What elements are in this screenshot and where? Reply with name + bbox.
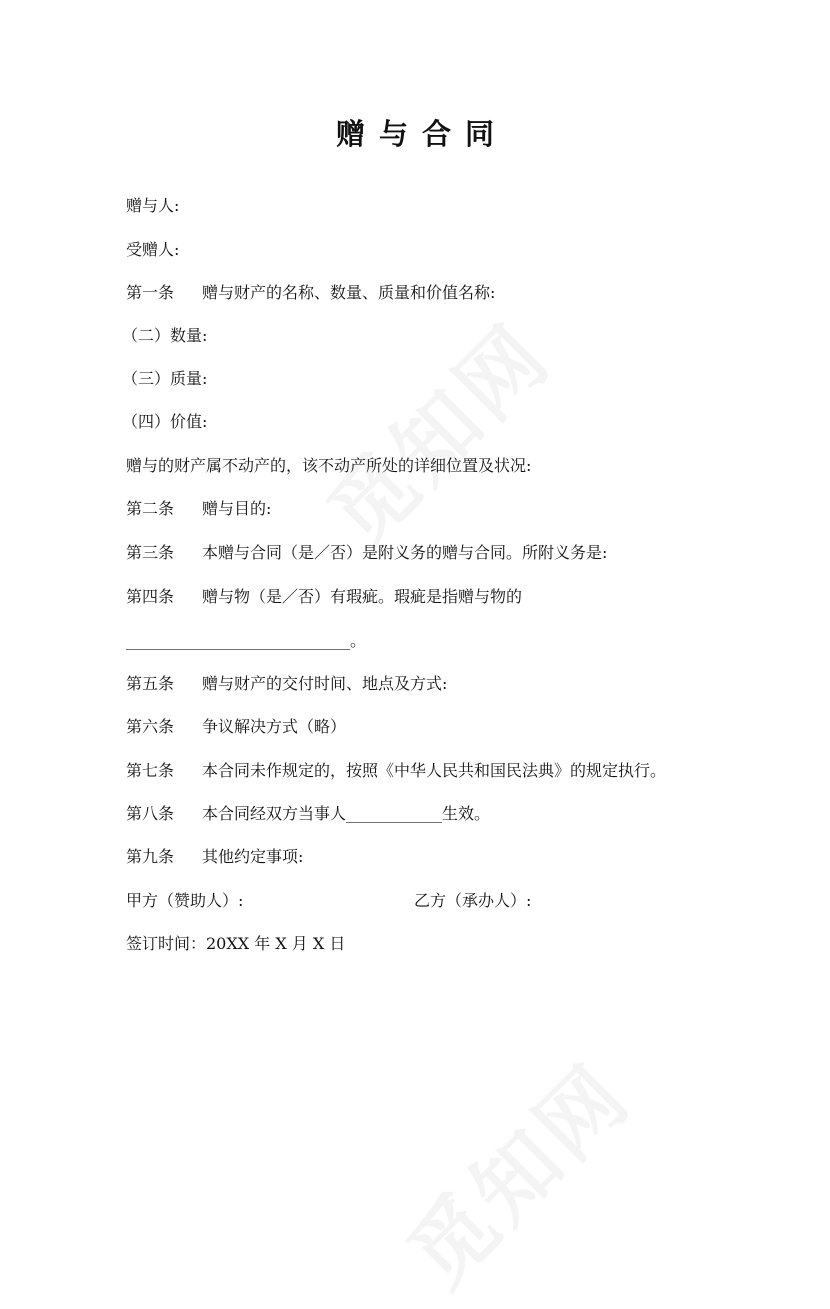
- signing-date: 签订时间：20XX 年 X 月 X 日: [126, 934, 346, 953]
- article-label: 第六条: [126, 717, 175, 736]
- article-text: 本合同未作规定的，按照《中华人民共和国民法典》的规定执行。: [202, 761, 667, 780]
- blank-fill-line: ____________________________。: [126, 631, 367, 650]
- article-text: 赠与财产的名称、数量、质量和价值名称:: [202, 283, 496, 302]
- document-title: 赠与合同: [335, 117, 508, 151]
- party-a-label: 甲方（赞助人）:: [126, 891, 244, 910]
- article-8: [126, 804, 490, 824]
- article-text: 本赠与合同（是／否）是附义务的赠与合同。所附义务是:: [202, 543, 608, 562]
- article-label: 第二条: [126, 499, 175, 518]
- article-9: [126, 847, 303, 867]
- article-label: 第一条: [126, 283, 175, 302]
- real-estate-line: 赠与的财产属不动产的，该不动产所处的详细位置及状况:: [126, 456, 532, 475]
- article-text: 其他约定事项:: [202, 847, 304, 866]
- article-5: [126, 674, 447, 694]
- donor-line: 赠与人:: [126, 196, 180, 215]
- article-1: [126, 283, 495, 303]
- signature-parties: [126, 891, 686, 911]
- article-label: 第四条: [126, 587, 175, 606]
- recipient-line: 受赠人:: [126, 240, 180, 259]
- article-4: [126, 587, 522, 607]
- article-text: 赠与物（是／否）有瑕疵。瑕疵是指赠与物的: [202, 587, 523, 606]
- item-quality: （三）质量:: [122, 369, 208, 388]
- watermark: [377, 1032, 653, 1308]
- article-label: 第九条: [126, 847, 175, 866]
- article-2: [126, 499, 271, 519]
- article-label: 第五条: [126, 674, 175, 693]
- article-label: 第七条: [126, 761, 175, 780]
- item-value: （四）价值:: [122, 412, 208, 431]
- article-label: 第三条: [126, 543, 175, 562]
- article-3: [126, 543, 607, 563]
- article-6: [126, 717, 346, 737]
- party-b-label: 乙方（承办人）:: [414, 891, 532, 910]
- article-text: 赠与目的:: [202, 499, 272, 518]
- article-7: [126, 761, 666, 781]
- item-quantity: （二）数量:: [122, 326, 208, 345]
- article-text: 争议解决方式（略）: [202, 717, 347, 736]
- article-text: 本合同经双方当事人____________生效。: [202, 804, 491, 823]
- watermark: [297, 292, 573, 568]
- article-text: 赠与财产的交付时间、地点及方式:: [202, 674, 448, 693]
- article-label: 第八条: [126, 804, 175, 823]
